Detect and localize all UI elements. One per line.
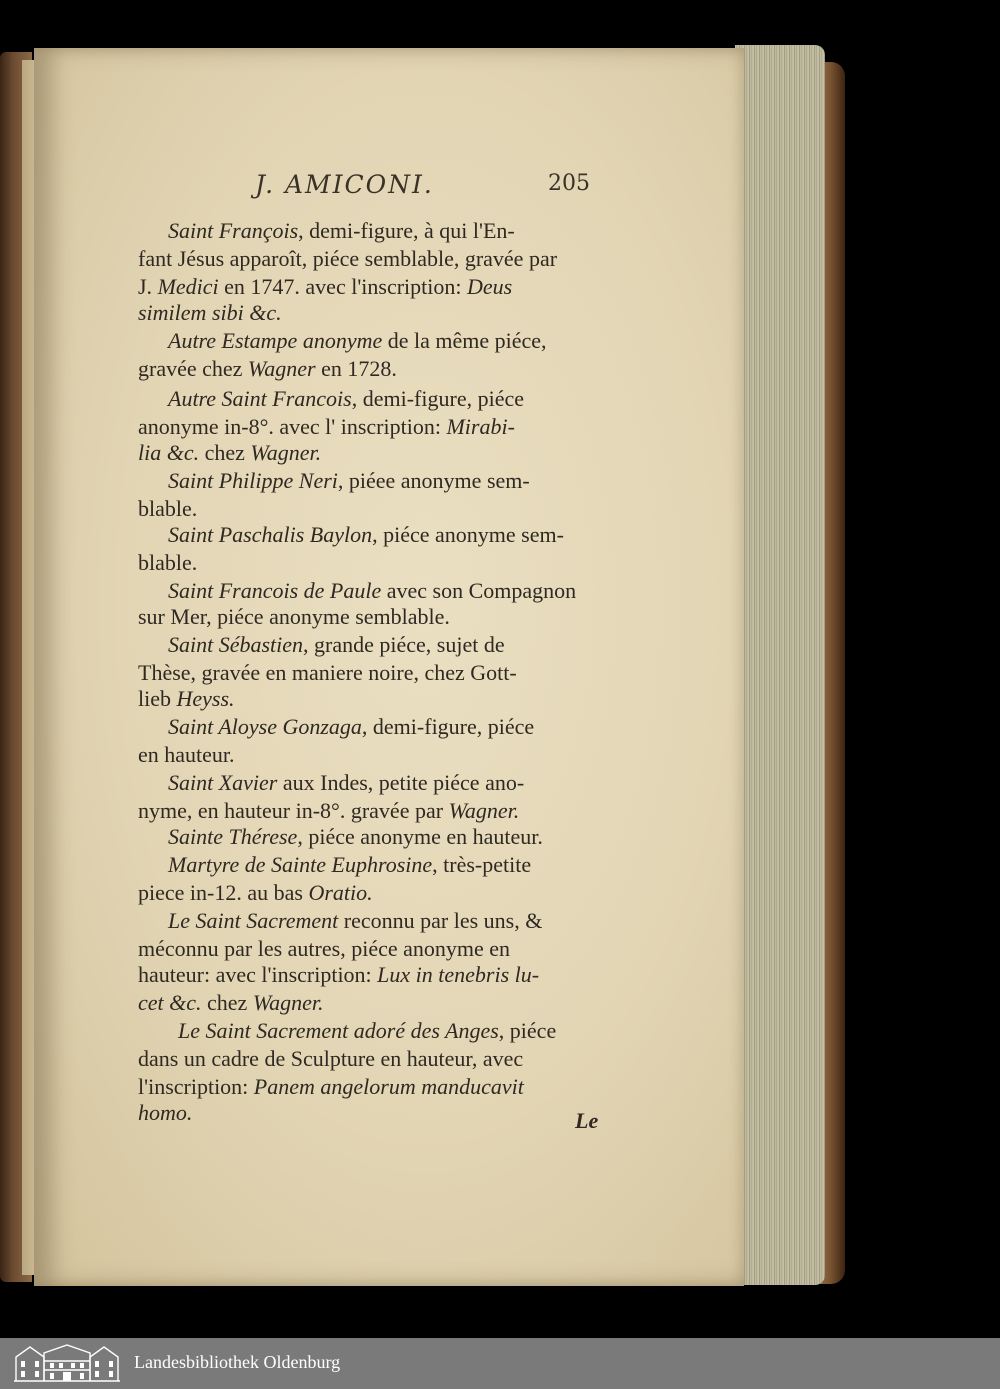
text-run: aux Indes, petite piéce ano- [277,770,525,795]
italic-run: Wagner [247,356,316,381]
text-run: blable. [138,496,198,521]
text-line [138,300,282,326]
italic-run: Medici [157,274,219,299]
italic-run: Autre Saint Francois [168,386,352,411]
text-run: piece in-12. au bas [138,880,309,905]
text-line [168,632,505,658]
italic-run: Panem angelorum manducavit [253,1074,524,1099]
text-run: anonyme in-8°. avec l' inscription: [138,414,447,439]
text-run: , piéce anonyme en hauteur. [297,824,543,849]
italic-run: Sainte Thérese [168,824,298,849]
italic-run: similem sibi &c. [138,300,282,325]
italic-run: Saint Philippe Neri [168,468,338,493]
text-line [138,990,324,1016]
italic-run: Oratio. [308,880,373,905]
italic-run: Lux in tenebris lu- [377,962,540,987]
italic-run: cet &c. [138,990,202,1015]
italic-run: Saint Aloyse Gonzaga [168,714,362,739]
text-run: , demi-figure, piéce [351,386,524,411]
text-line [168,522,564,548]
text-line [168,770,524,796]
text-run: avec son Compagnon [381,578,577,603]
text-line [168,328,547,354]
italic-run: Deus [467,274,513,299]
text-line [178,1018,556,1044]
italic-run: Le Saint Sacrement adoré des Anges [178,1018,499,1043]
text-line [138,880,373,906]
text-line [168,386,524,412]
text-line [138,798,519,824]
text-run: sur Mer, piéce anonyme semblable. [138,604,450,629]
text-run: dans un cadre de Sculpture en hauteur, avec [138,1046,524,1071]
text-line [138,742,235,768]
page-edges [735,45,825,1285]
italic-run: Saint Xavier [168,770,278,795]
text-line [138,356,397,382]
italic-run: Le Saint Sacrement [168,908,339,933]
text-line [138,936,510,962]
text-run: lieb [138,686,177,711]
text-run: , très-petite [432,852,532,877]
text-line [138,246,557,272]
text-run: en hauteur. [138,742,235,767]
text-line [138,604,450,630]
text-line [168,908,542,934]
italic-run: homo. [138,1100,193,1125]
text-run: l'inscription: [138,1074,254,1099]
text-run: nyme, en hauteur in-8°. gravée par [138,798,449,823]
text-run: fant Jésus apparoît, piéce semblable, gravée par [138,246,558,271]
text-run: , grande piéce, sujet de [303,632,505,657]
text-line [168,468,530,494]
text-line [168,218,515,244]
text-line [138,660,517,686]
italic-run: Saint François [168,218,299,243]
text-run: en 1728. [315,356,397,381]
text-line [138,550,197,576]
text-line [138,414,515,440]
text-line [168,714,534,740]
text-line [168,824,543,850]
text-run: chez [199,440,251,465]
text-run: hauteur: avec l'inscription: [138,962,378,987]
text-line [138,686,235,712]
text-run: , piéee anonyme sem- [337,468,530,493]
text-run: , piéce [498,1018,557,1043]
italic-run: Wagner. [250,440,322,465]
italic-run: Autre Estampe anonyme [168,328,383,353]
italic-run: Wagner. [448,798,520,823]
italic-run: Martyre de Sainte Euphrosine [168,852,433,877]
italic-run: Wagner. [252,990,324,1015]
text-run: en 1747. avec l'inscription: [218,274,468,299]
text-run: de la même piéce, [382,328,547,353]
library-name: Landesbibliothek Oldenburg [134,1352,341,1372]
text-run: , demi-figure, piéce [361,714,535,739]
text-line [168,852,531,878]
italic-run: Heyss. [176,686,235,711]
text-line [138,496,197,522]
text-line [138,1100,192,1126]
text-run: blable. [138,550,198,575]
text-run: chez [201,990,253,1015]
text-run: méconnu par les autres, piéce anonyme en [138,936,511,961]
italic-run: lia &c. [138,440,200,465]
text-line [138,1074,524,1100]
footer-bar [0,1338,1000,1389]
running-head: J. AMICONI. [255,170,434,199]
italic-run: Saint Paschalis Baylon [168,522,373,547]
italic-run: Saint Francois de Paule [168,578,382,603]
page-number: 205 [548,171,590,196]
text-run: J. [138,274,158,299]
text-line [138,962,539,988]
catchword: Le [575,1108,599,1133]
text-line [138,274,512,300]
text-run: , piéce anonyme sem- [372,522,564,547]
building-facade-icon [12,1343,122,1383]
text-line [168,578,576,604]
text-run: , demi-figure, à qui l'En- [298,218,515,243]
text-run: reconnu par les uns, & [338,908,543,933]
text-run: Thèse, gravée en maniere noire, chez Gott- [138,660,517,685]
italic-run: Saint Sébastien [168,632,304,657]
italic-run: Mirabi- [446,414,515,439]
text-run: gravée chez [138,356,248,381]
text-line [138,1046,523,1072]
text-line [138,440,321,466]
